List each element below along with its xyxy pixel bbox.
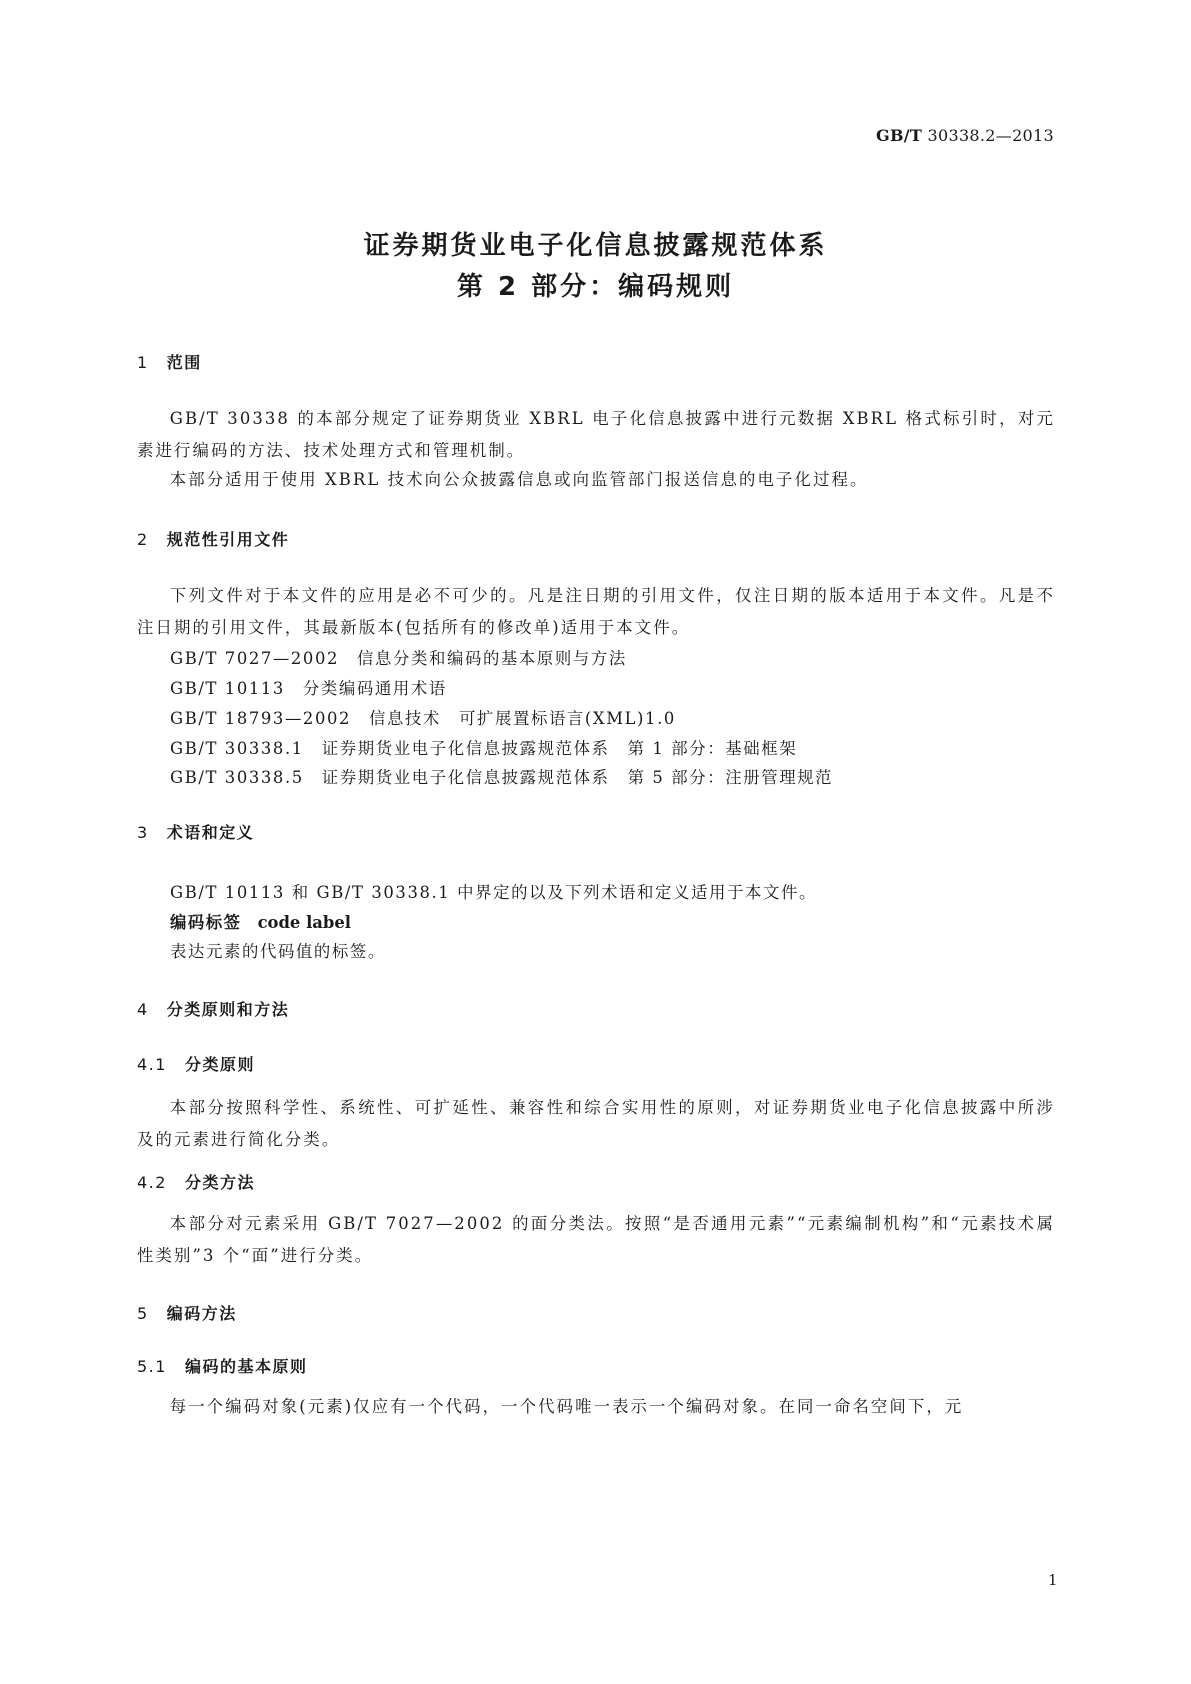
term-english: code label <box>257 913 352 932</box>
section-number: 4.2 <box>137 1173 167 1192</box>
coding-basic-principle-paragraph: 每一个编码对象(元素)仅应有一个代码，一个代码唯一表示一个编码对象。在同一命名空间下，元 <box>169 1397 964 1416</box>
section-heading-coding-method <box>137 1301 237 1324</box>
subsection-heading-classification-principle <box>137 1052 255 1075</box>
classification-principle-paragraph: 本部分按照科学性、系统性、可扩延性、兼容性和综合实用性的原则，对证券期货业电子化信息披露中所涉及的元素进行简化分类。 <box>137 1098 1055 1149</box>
term-definition: 表达元素的代码值的标签。 <box>170 942 386 961</box>
terms-intro: GB/T 10113 和 GB/T 30338.1 中界定的以及下列术语和定义适用于本文件。 <box>170 883 817 902</box>
normative-reference: GB/T 30338.1 证券期货业电子化信息披露规范体系 第 1 部分：基础框架 <box>170 739 798 758</box>
subsection-heading-coding-basic-principle <box>137 1354 307 1377</box>
section-number: 5 <box>137 1304 149 1323</box>
section-number: 4.1 <box>137 1055 167 1074</box>
normative-reference: GB/T 10113 分类编码通用术语 <box>170 679 447 698</box>
standard-code <box>876 126 1054 145</box>
term-entry <box>170 909 351 933</box>
normative-reference: GB/T 18793—2002 信息技术 可扩展置标语言(XML)1.0 <box>170 709 676 728</box>
document-subtitle: 第 2 部分：编码规则 <box>456 272 735 302</box>
section-number: 2 <box>137 530 149 549</box>
normative-intro-paragraph: 下列文件对于本文件的应用是必不可少的。凡是注日期的引用文件，仅注日期的版本适用于本文件。凡是不注日期的引用文件，其最新版本(包括所有的修改单)适用于本文件。 <box>137 586 1055 637</box>
normative-reference: GB/T 7027—2002 信息分类和编码的基本原则与方法 <box>170 649 627 668</box>
section-heading-scope <box>137 350 202 373</box>
section-number: 5.1 <box>137 1357 167 1376</box>
section-number: 4 <box>137 1000 149 1019</box>
section-title: 规范性引用文件 <box>166 530 290 549</box>
section-number: 3 <box>137 823 149 842</box>
section-number: 1 <box>137 353 149 372</box>
subsection-heading-classification-method <box>137 1170 255 1193</box>
normative-reference: GB/T 30338.5 证券期货业电子化信息披露规范体系 第 5 部分：注册管理规范 <box>170 768 834 787</box>
standard-code-number: 30338.2—2013 <box>922 126 1054 145</box>
section-heading-terms <box>137 820 254 843</box>
term-chinese: 编码标签 <box>170 913 242 932</box>
document-title: 证券期货业电子化信息披露规范体系 <box>363 231 828 261</box>
section-title: 分类方法 <box>184 1173 255 1192</box>
section-heading-classification <box>137 997 289 1020</box>
section-title: 范围 <box>166 353 202 372</box>
page-number: 1 <box>1048 1571 1058 1589</box>
section-title: 编码的基本原则 <box>184 1357 308 1376</box>
scope-paragraph-2: 本部分适用于使用 XBRL 技术向公众披露信息或向监管部门报送信息的电子化过程。 <box>169 470 869 489</box>
classification-method-paragraph: 本部分对元素采用 GB/T 7027—2002 的面分类法。按照“是否通用元素”“元素编制机构”和“元素技术属性类别”3 个“面”进行分类。 <box>137 1214 1055 1265</box>
section-heading-normative-references <box>137 527 289 550</box>
section-title: 分类原则 <box>184 1055 255 1074</box>
section-title: 分类原则和方法 <box>166 1000 290 1019</box>
section-title: 编码方法 <box>166 1304 237 1323</box>
scope-paragraph-1: GB/T 30338 的本部分规定了证券期货业 XBRL 电子化信息披露中进行元数据 XBRL 格式标引时，对元素进行编码的方法、技术处理方式和管理机制。 <box>137 409 1055 460</box>
standard-code-prefix: GB/T <box>875 126 923 145</box>
section-title: 术语和定义 <box>166 823 255 842</box>
